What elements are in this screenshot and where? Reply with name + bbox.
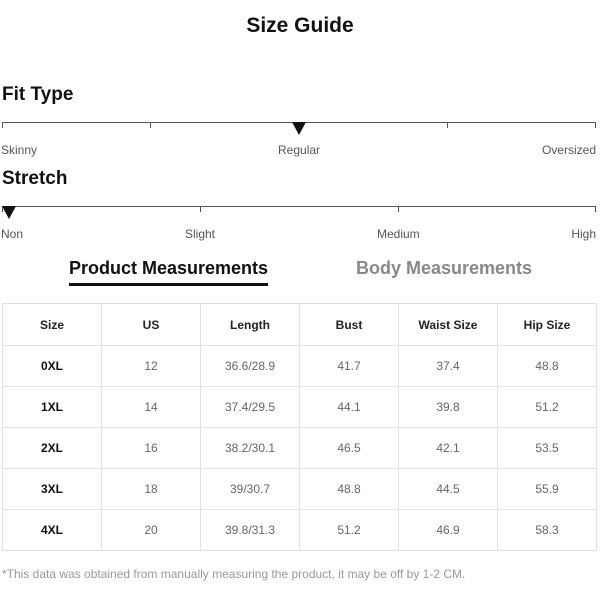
size-table [2,303,597,551]
table-cell-bust: 51.2 [300,510,399,551]
table-cell-bust: 44.1 [300,387,399,428]
column-header-us: US [102,304,201,346]
measurement-tabs [0,258,600,290]
table-cell-length: 38.2/30.1 [201,428,300,469]
fit-type-scale [2,122,596,162]
table-cell-waist: 39.8 [399,387,498,428]
table-cell-size: 4XL [3,510,102,551]
table-cell-length: 39/30.7 [201,469,300,510]
table-cell-waist: 37.4 [399,346,498,387]
stretch-option-non: Non [1,227,24,241]
column-header-waist-size: Waist Size [399,304,498,346]
table-cell-bust: 46.5 [300,428,399,469]
table-cell-size: 0XL [3,346,102,387]
table-cell-length: 36.6/28.9 [201,346,300,387]
fit-type-tick [2,122,3,128]
stretch-option-slight: Slight [185,227,216,241]
fit-type-tick [447,122,448,128]
table-cell-bust: 41.7 [300,346,399,387]
table-cell-size: 1XL [3,387,102,428]
table-cell-us: 18 [102,469,201,510]
table-cell-us: 16 [102,428,201,469]
column-header-bust: Bust [300,304,399,346]
stretch-scale-line [2,206,596,207]
fit-type-label: Fit Type [2,84,74,105]
fit-option-oversized: Oversized [541,143,596,157]
stretch-marker-icon [2,206,16,219]
column-header-length: Length [201,304,300,346]
table-cell-length: 37.4/29.5 [201,387,300,428]
page-title: Size Guide [246,14,354,37]
stretch-tick [595,206,596,212]
stretch-scale [2,206,596,246]
table-cell-hip: 58.3 [498,510,597,551]
stretch-tick [398,206,399,212]
table-cell-us: 14 [102,387,201,428]
fit-option-skinny: Skinny [1,143,38,157]
table-row [3,387,597,428]
table-row [3,510,597,551]
measurement-disclaimer: *This data was obtained from manually measuring the product, it may be off by 1-2 CM. [2,567,466,581]
tab-body-measurements[interactable]: Body Measurements [356,258,533,278]
fit-type-tick [595,122,596,128]
table-cell-size: 2XL [3,428,102,469]
table-cell-hip: 48.8 [498,346,597,387]
column-header-hip-size: Hip Size [498,304,597,346]
stretch-option-medium: Medium [377,227,420,241]
stretch-tick [200,206,201,212]
table-cell-bust: 48.8 [300,469,399,510]
table-cell-us: 20 [102,510,201,551]
table-cell-waist: 44.5 [399,469,498,510]
table-row [3,346,597,387]
fit-type-tick [150,122,151,128]
table-cell-length: 39.8/31.3 [201,510,300,551]
table-cell-us: 12 [102,346,201,387]
stretch-option-high: High [571,227,596,241]
column-header-size: Size [3,304,102,346]
table-header-row [3,304,597,346]
tab-product-measurements[interactable]: Product Measurements [69,258,268,286]
table-cell-size: 3XL [3,469,102,510]
table-cell-hip: 51.2 [498,387,597,428]
table-cell-waist: 46.9 [399,510,498,551]
table-row [3,428,597,469]
fit-option-regular: Regular [278,143,321,157]
fit-type-marker-icon [292,122,306,135]
stretch-label: Stretch [2,168,68,189]
table-cell-waist: 42.1 [399,428,498,469]
table-cell-hip: 55.9 [498,469,597,510]
table-cell-hip: 53.5 [498,428,597,469]
table-row [3,469,597,510]
